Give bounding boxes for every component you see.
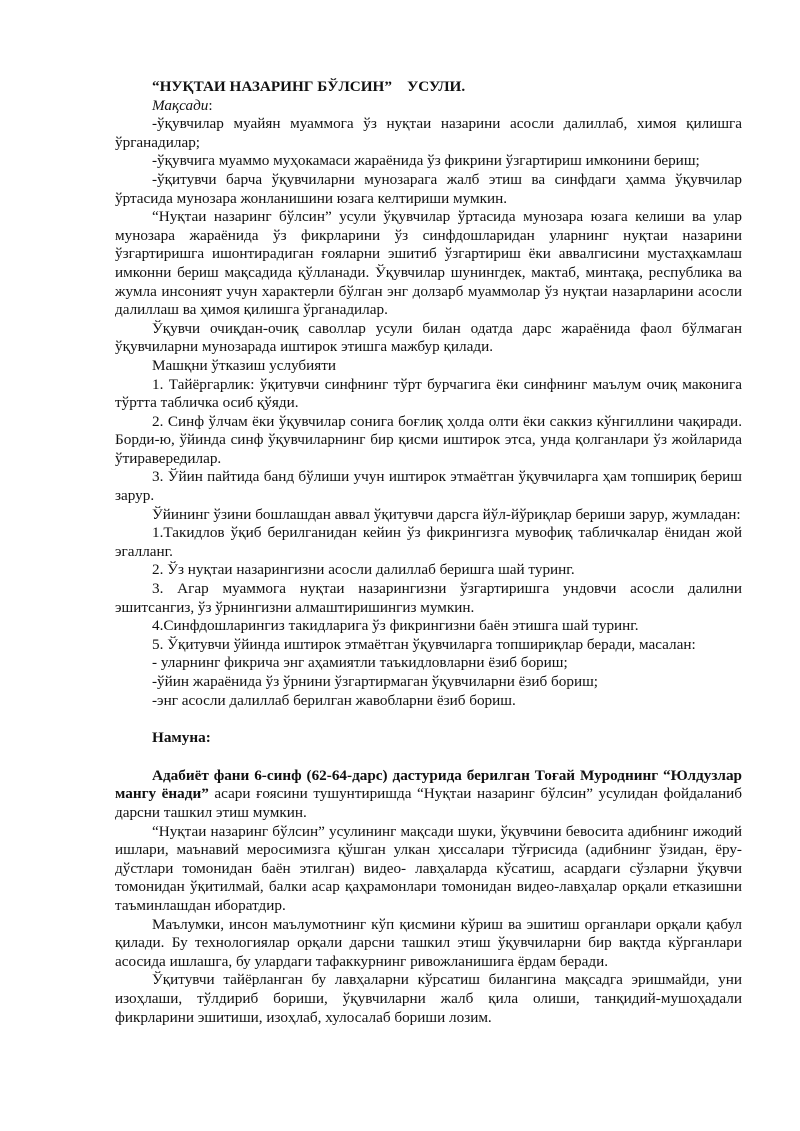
document-title: “НУҚТАИ НАЗАРИНГ БЎЛСИН” УСУЛИ. <box>152 78 466 95</box>
goal-item: -ўқувчилар муайян муаммога ўз нуқтаи назарини асосли далиллаб, химоя қилишга ўрганадилар; <box>115 115 742 151</box>
closing-paragraph: Маълумки, инсон маълумотнинг кўп қисмини кўриш ва эшитиш органлари орқали қабул қилади. Бу технологиялар орқали дарсни ташкил этиш ўқувчиларни бир вақтда кўрганлари асосида ишлашга, бу улардаги тафаккурнинг ривожланишига ёрдам беради. <box>115 915 742 970</box>
goal-heading <box>115 97 742 116</box>
example-paragraph <box>115 767 742 823</box>
spacer <box>115 748 742 767</box>
method-step: 3. Агар муаммога нуқтаи назарингизни ўзгартиришга ундовчи асосли далилни эшитсангиз, ўз ўрнингизни алмаштиришингиз мумкин. <box>115 580 742 616</box>
goal-colon: : <box>208 96 213 114</box>
method-step: 2. Ўз нуқтаи назарингизни асосли далиллаб беришга шай туринг. <box>152 561 575 579</box>
method-step: -энг асосли далиллаб берилган жавобларни ёзиб бориш. <box>152 691 516 709</box>
example-heading-text: Намуна: <box>152 729 211 747</box>
spacer <box>115 710 742 729</box>
intro-paragraph: “Нуқтаи назаринг бўлсин” усули ўқувчилар ўртасида мунозара юзага келиши ва улар мунозара жараёнида ўз фикрларини ўз синфдошларидан уларнинг нуқтаи назарини ўзгартиришга ишонтирадиган ғояларни эшитиб ўзгартириш ёки аввалгисини мустаҳкамлаш имконни бериш мақсадида қўлланади. Ўқувчилар шунингдек, мактаб, минтақа, республика ва жумла инсоният учун характерли бўлган энг долзарб муаммолар ўз нуқтаи назарларини асосли далиллаш ва ҳимоя қилишга ўрганадилар. <box>115 208 742 319</box>
document-page <box>115 78 742 1027</box>
goal-label: Мақсади <box>152 96 209 114</box>
goal-item: -ўқитувчи барча ўқувчиларни мунозарага жалб этиш ва синфдаги ҳамма ўқувчилар ўртасида мунозара жонланишини юзага келтириши мумкин. <box>115 170 742 207</box>
method-step: Ўйининг ўзини бошлашдан аввал ўқитувчи дарсга йўл-йўриқлар бериши зарур, жумладан: <box>152 505 741 523</box>
method-heading: Машқни ўтказиш услубияти <box>152 356 337 374</box>
method-step: 5. Ўқитувчи ўйинда иштирок этмаётган ўқувчиларга топшириқлар беради, масалан: <box>152 635 696 653</box>
example-heading <box>115 729 742 748</box>
example-text: асари ғоясини тушунтиришда “Нуқтаи назаринг бўлсин” усулидан фойдаланиб дарсни ташкил этиш мумкин. <box>115 785 742 821</box>
method-step: 4.Синфдошларингиз такидларига ўз фикрингизни баён этишга шай туринг. <box>152 617 639 635</box>
method-step: 3. Ўйин пайтида банд бўлиши учун иштирок этмаётган ўқувчиларга ҳам топшириқ бериш зарур. <box>115 468 742 505</box>
method-step: 1.Такидлов ўқиб берилганидан кейин ўз фикрингизга мувофиқ табличкалар ёнидан жой эгалланг. <box>115 524 742 560</box>
closing-paragraph: “Нуқтаи назаринг бўлсин” усулининг мақсади шуки, ўқувчини бевосита адибнинг ижодий ишлари, маънавий меросимизга қўшган улкан ҳиссалари тўғрисида (адибнинг ўзидан, ёру-дўстлари томонидан баён этилган) видео- лавҳаларда кўсатиш, асардаги сўзларни ўқувчи томонидан ўқитилмай, балки асар қаҳрамонлари томонидан видео-лавҳалар орқали етказишни таъминлашдан иборатдир. <box>115 822 742 914</box>
intro-paragraph: Ўқувчи очиқдан-очиқ саволлар усули билан одатда дарс жараёнида фаол бўлмаган ўқувчиларни мунозарада иштирок этишга мажбур қилади. <box>115 319 742 356</box>
method-step: 1. Тайёргарлик: ўқитувчи синфнинг тўрт бурчагига ёки синфнинг маълум очиқ маконига тўртта табличка осиб қўяди. <box>115 375 742 412</box>
method-step: -ўйин жараёнида ўз ўрнини ўзгартирмаган ўқувчиларни ёзиб бориш; <box>152 673 599 690</box>
method-step: - уларнинг фикрича энг аҳамиятли таъкидловларни ёзиб бориш; <box>152 654 568 672</box>
example-bold-text: Адабиёт фани 6-синф (62-64-дарс) дастурида берилган Тоғай Муроднинг “Юлдузлар мангу ёнади” <box>115 766 742 803</box>
method-step: 2. Синф ўлчам ёки ўқувчилар сонига боғлиқ ҳолда олти ёки саккиз кўнгиллини чақиради. Борди-ю, ўйинда синф ўқувчиларнинг бир қисми иштирок этса, унда қолганлари ўз жойларида ўтиравередилар. <box>115 412 742 467</box>
closing-paragraph: Ўқитувчи тайёрланган бу лавҳаларни кўрсатиш билангина мақсадга эришмайди, уни изоҳлаши, тўлдириб бориши, ўқувчиларни жалб қила олиши, танқидий-мушоҳадали фикрларини эшитиши, изоҳлаб, хулосалаб бориши лозим. <box>115 971 742 1026</box>
goal-item: -ўқувчига муаммо муҳокамаси жараёнида ўз фикрини ўзгартириш имконини бериш; <box>152 152 700 170</box>
